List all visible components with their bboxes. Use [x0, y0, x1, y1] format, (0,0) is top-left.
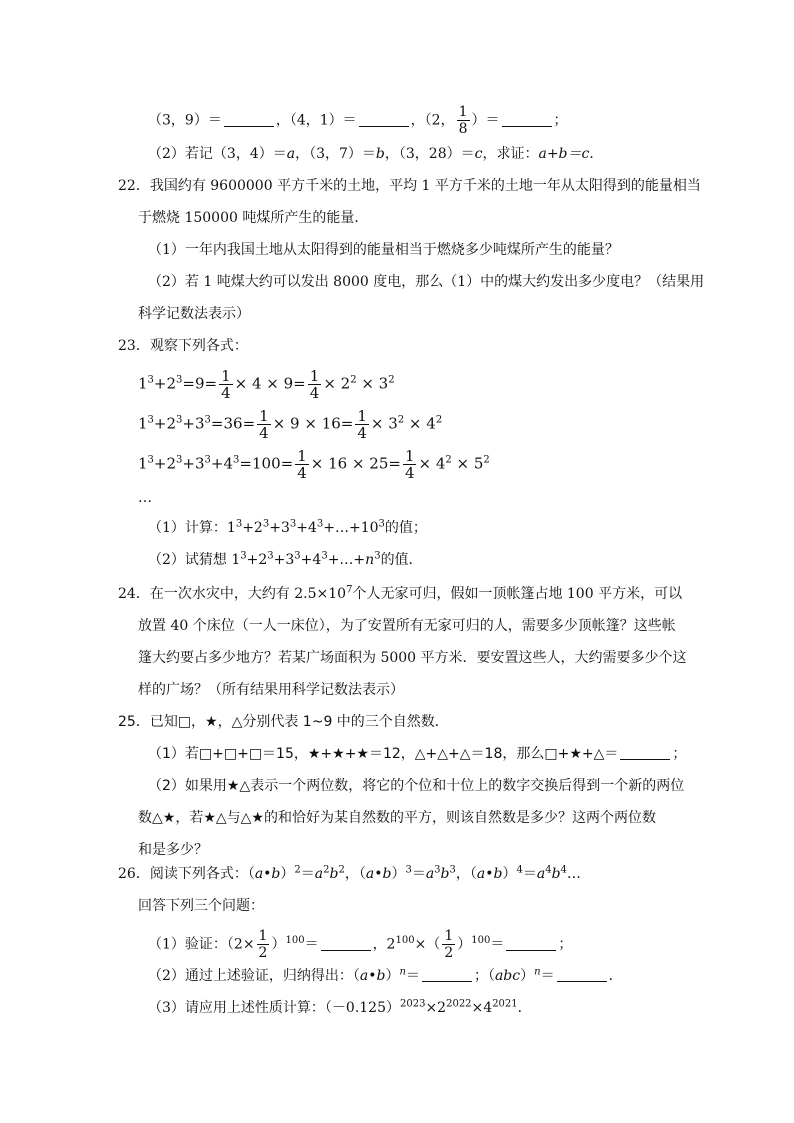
- answer-blank: [359, 112, 409, 127]
- q26-part3: （3）请应用上述性质计算：$(-0.125)^{2023}\times 2^{2022}\times 4^{2021}$．: [148, 998, 532, 1016]
- q25-part2: （2）如果用★△表示一个两位数，将它的个位和十位上的数字交换后得到一个新的两位: [148, 778, 685, 794]
- q24-line3: 篷大约要占多少地方？若某广场面积为 5000 平方米．要安置这些人，大约需要多少个这: [138, 650, 687, 666]
- q22-line2: 于燃烧 150000 吨煤所产生的能量．: [138, 210, 369, 226]
- q22-line5: 科学记数法表示）: [138, 306, 250, 322]
- q23-formula-3: $1^3+2^3+3^3+4^3=100=$ $\frac{1}{4}$ × 16 × 25= $\frac{1}{4}$ × $4^2 \times 5^2$: [138, 447, 490, 482]
- q23-ellipsis: …: [138, 490, 152, 506]
- q22-line1: 22．我国约有 9600000 平方千米的土地，平均 1 平方千米的土地一年从太阳得到的能量相当: [118, 178, 701, 194]
- answer-blank: [620, 745, 670, 760]
- q23-formula-1: $1^3+2^3=9=$ $\frac{1}{4}$ × 4 × 9= $\frac{1}{4}$ × $2^2 \times 3^2$: [138, 367, 395, 402]
- q21-line2: （2）若记（3，4）＝a，（3，7）＝b，（3，28）＝c，求证：a+b＝c．: [148, 146, 604, 162]
- answer-blank: [502, 112, 552, 127]
- q23-heading: 23．观察下列各式：: [118, 338, 248, 354]
- q26-part1: （1）验证：（2× $\frac{1}{2}$ ）$^{100}$＝ ，$2^{100}\times$（ $\frac{1}{2}$ ）$^{100}$＝ ；: [148, 928, 573, 961]
- q24-line1: 24．在一次水灾中，大约有 $2.5\times 10^7$个人无家可归，假如一顶帐篷占地 100 平方米，可以: [118, 584, 683, 602]
- q25-line1: 25．已知□，★，△分别代表 1~9 中的三个自然数．: [118, 714, 449, 730]
- q24-line2: 放置 40 个床位（一人一床位），为了安置所有无家可归的人，需要多少顶帐篷？这些帐: [138, 618, 676, 634]
- answer-blank: [422, 967, 472, 982]
- q25-line5: 和是多少？: [138, 842, 208, 858]
- answer-blank: [557, 967, 607, 982]
- q24-line4: 样的广场？（所有结果用科学记数法表示）: [138, 682, 404, 698]
- fraction: $\frac{1}{8}$: [458, 104, 468, 137]
- answer-blank: [321, 936, 371, 951]
- q25-line4: 数△★，若★△与△★的和恰好为某自然数的平方，则该自然数是多少？这两个两位数: [138, 810, 656, 826]
- q23-part2: （2）试猜想 $1^3+2^3+3^3+4^3+\dots+n^3$的值．: [148, 550, 423, 568]
- answer-blank: [224, 112, 274, 127]
- q26-line1: 26．阅读下列各式：$(a•b)^2=a^2b^2$，$(a•b)^3=a^3b^3$，$(a•b)^4=a^4b^4\dots$: [118, 864, 581, 882]
- q23-formula-2: $1^3+2^3+3^3=36=$ $\frac{1}{4}$ × 9 × 16= $\frac{1}{4}$ × $3^2 \times 4^2$: [138, 407, 443, 442]
- q22-part1: （1）一年内我国土地从太阳得到的能量相当于燃烧多少吨煤所产生的能量？: [148, 242, 619, 258]
- q26-part2: （2）通过上述验证，归纳得出：（a•b）$^n$＝ ；（abc）$^n$＝ ．: [148, 966, 623, 984]
- q22-part2: （2）若 1 吨煤大约可以发出 8000 度电，那么（1）中的煤大约发出多少度电？（结果用: [148, 274, 705, 290]
- q23-part1: （1）计算：$1^3+2^3+3^3+4^3+\dots+10^3$的值；: [148, 518, 427, 536]
- q21-line1: （3，9）＝ ，（4，1）＝ ，（2， $\frac{1}{8}$ ）＝ ；: [148, 104, 568, 137]
- q25-part1: （1）若□+□+□＝15，★+★+★＝12，△+△+△＝18，那么□+★+△＝ ；: [148, 746, 687, 762]
- q26-line2: 回答下列三个问题：: [138, 898, 264, 914]
- answer-blank: [506, 936, 556, 951]
